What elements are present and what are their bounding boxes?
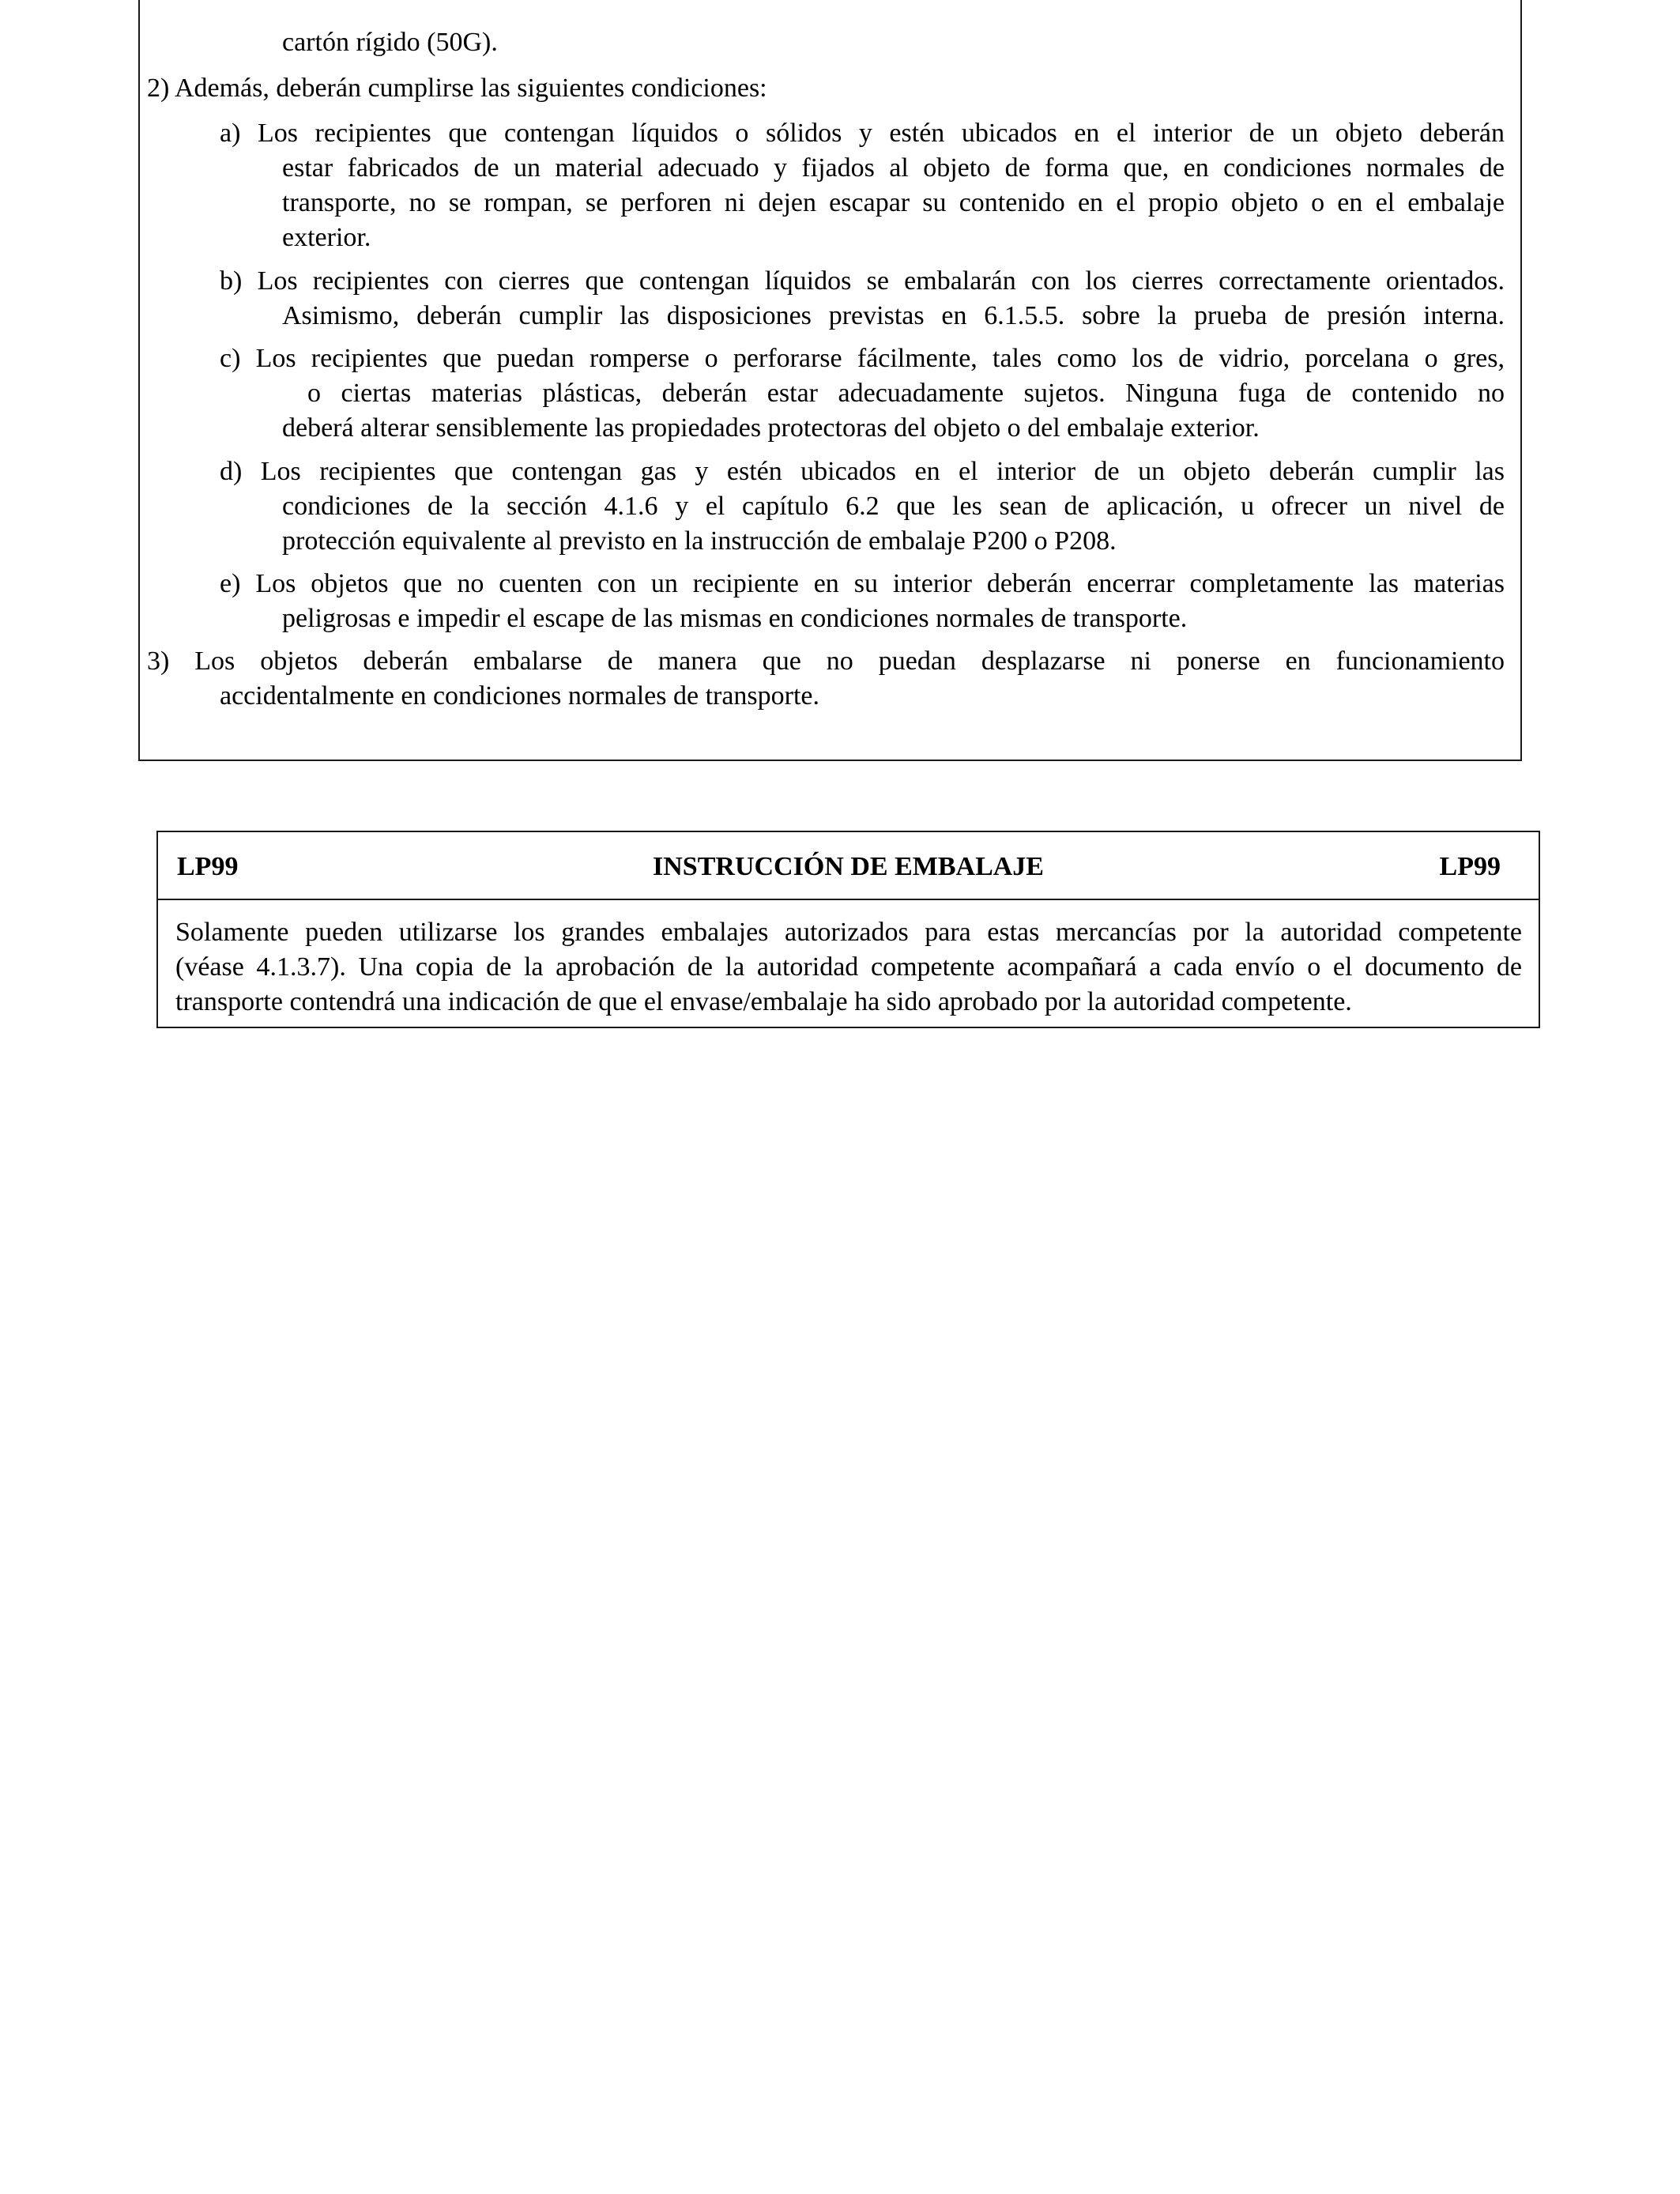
lp99-code-right: LP99	[1439, 852, 1501, 881]
item-d-line-1: d) Los recipientes que contengan gas y estén ubicados en el interior de un objeto deberán cumplir las	[220, 457, 1505, 486]
item-d-line-2: condiciones de la sección 4.1.6 y el capítulo 6.2 que les sean de aplicación, u ofrecer un nivel de	[282, 492, 1505, 521]
item-3-line-1: 3) Los objetos deberán embalarse de manera que no puedan desplazarse ni ponerse en funcionamiento	[147, 647, 1505, 676]
lp99-body-line-3: transporte contendrá una indicación de que el envase/embalaje ha sido aprobado por la autoridad competente.	[175, 987, 1352, 1016]
lp99-code-left: LP99	[177, 852, 239, 881]
lp99-body-line-2: (véase 4.1.3.7). Una copia de la aprobación de la autoridad competente acompañará a cada envío o el documento de	[175, 952, 1522, 982]
lp99-body-line-1: Solamente pueden utilizarse los grandes embalajes autorizados para estas mercancías por la autoridad competente	[175, 918, 1522, 947]
item-a-line-1: a) Los recipientes que contengan líquidos o sólidos y estén ubicados en el interior de un objeto deberán	[220, 119, 1505, 148]
item-c-line-3: deberá alterar sensiblemente las propiedades protectoras del objeto o del embalaje exterior.	[282, 413, 1260, 443]
item-a-line-4: exterior.	[282, 223, 371, 252]
item-e-line-1: e) Los objetos que no cuenten con un recipiente en su interior deberán encerrar completamente las materias	[220, 569, 1505, 598]
text-line-carton: cartón rígido (50G).	[282, 28, 498, 57]
item-e-line-2: peligrosas e impedir el escape de las mismas en condiciones normales de transporte.	[282, 604, 1188, 633]
item-a-line-3: transporte, no se rompan, se perforen ni dejen escapar su contenido en el propio objeto o en el embalaje	[282, 188, 1505, 217]
lp99-header	[158, 832, 1539, 900]
item-a-line-2: estar fabricados de un material adecuado y fijados al objeto de forma que, en condiciones normales de	[282, 153, 1505, 183]
item-c-line-2: o ciertas materias plásticas, deberán estar adecuadamente sujetos. Ninguna fuga de contenido no	[307, 379, 1505, 408]
item-b-line-2: Asimismo, deberán cumplir las disposiciones previstas en 6.1.5.5. sobre la prueba de presión interna.	[282, 301, 1505, 330]
item-3-line-2: accidentalmente en condiciones normales de transporte.	[220, 681, 820, 711]
item-b-line-1: b) Los recipientes con cierres que contengan líquidos se embalarán con los cierres correctamente orientados.	[220, 266, 1505, 296]
lp99-title: INSTRUCCIÓN DE EMBALAJE	[653, 852, 1044, 881]
item-d-line-3: protección equivalente al previsto en la instrucción de embalaje P200 o P208.	[282, 526, 1117, 556]
item-2-heading: 2) Además, deberán cumplirse las siguientes condiciones:	[147, 74, 767, 103]
item-c-line-1: c) Los recipientes que puedan romperse o perforarse fácilmente, tales como los de vidrio, porcelana o gres,	[220, 344, 1505, 373]
